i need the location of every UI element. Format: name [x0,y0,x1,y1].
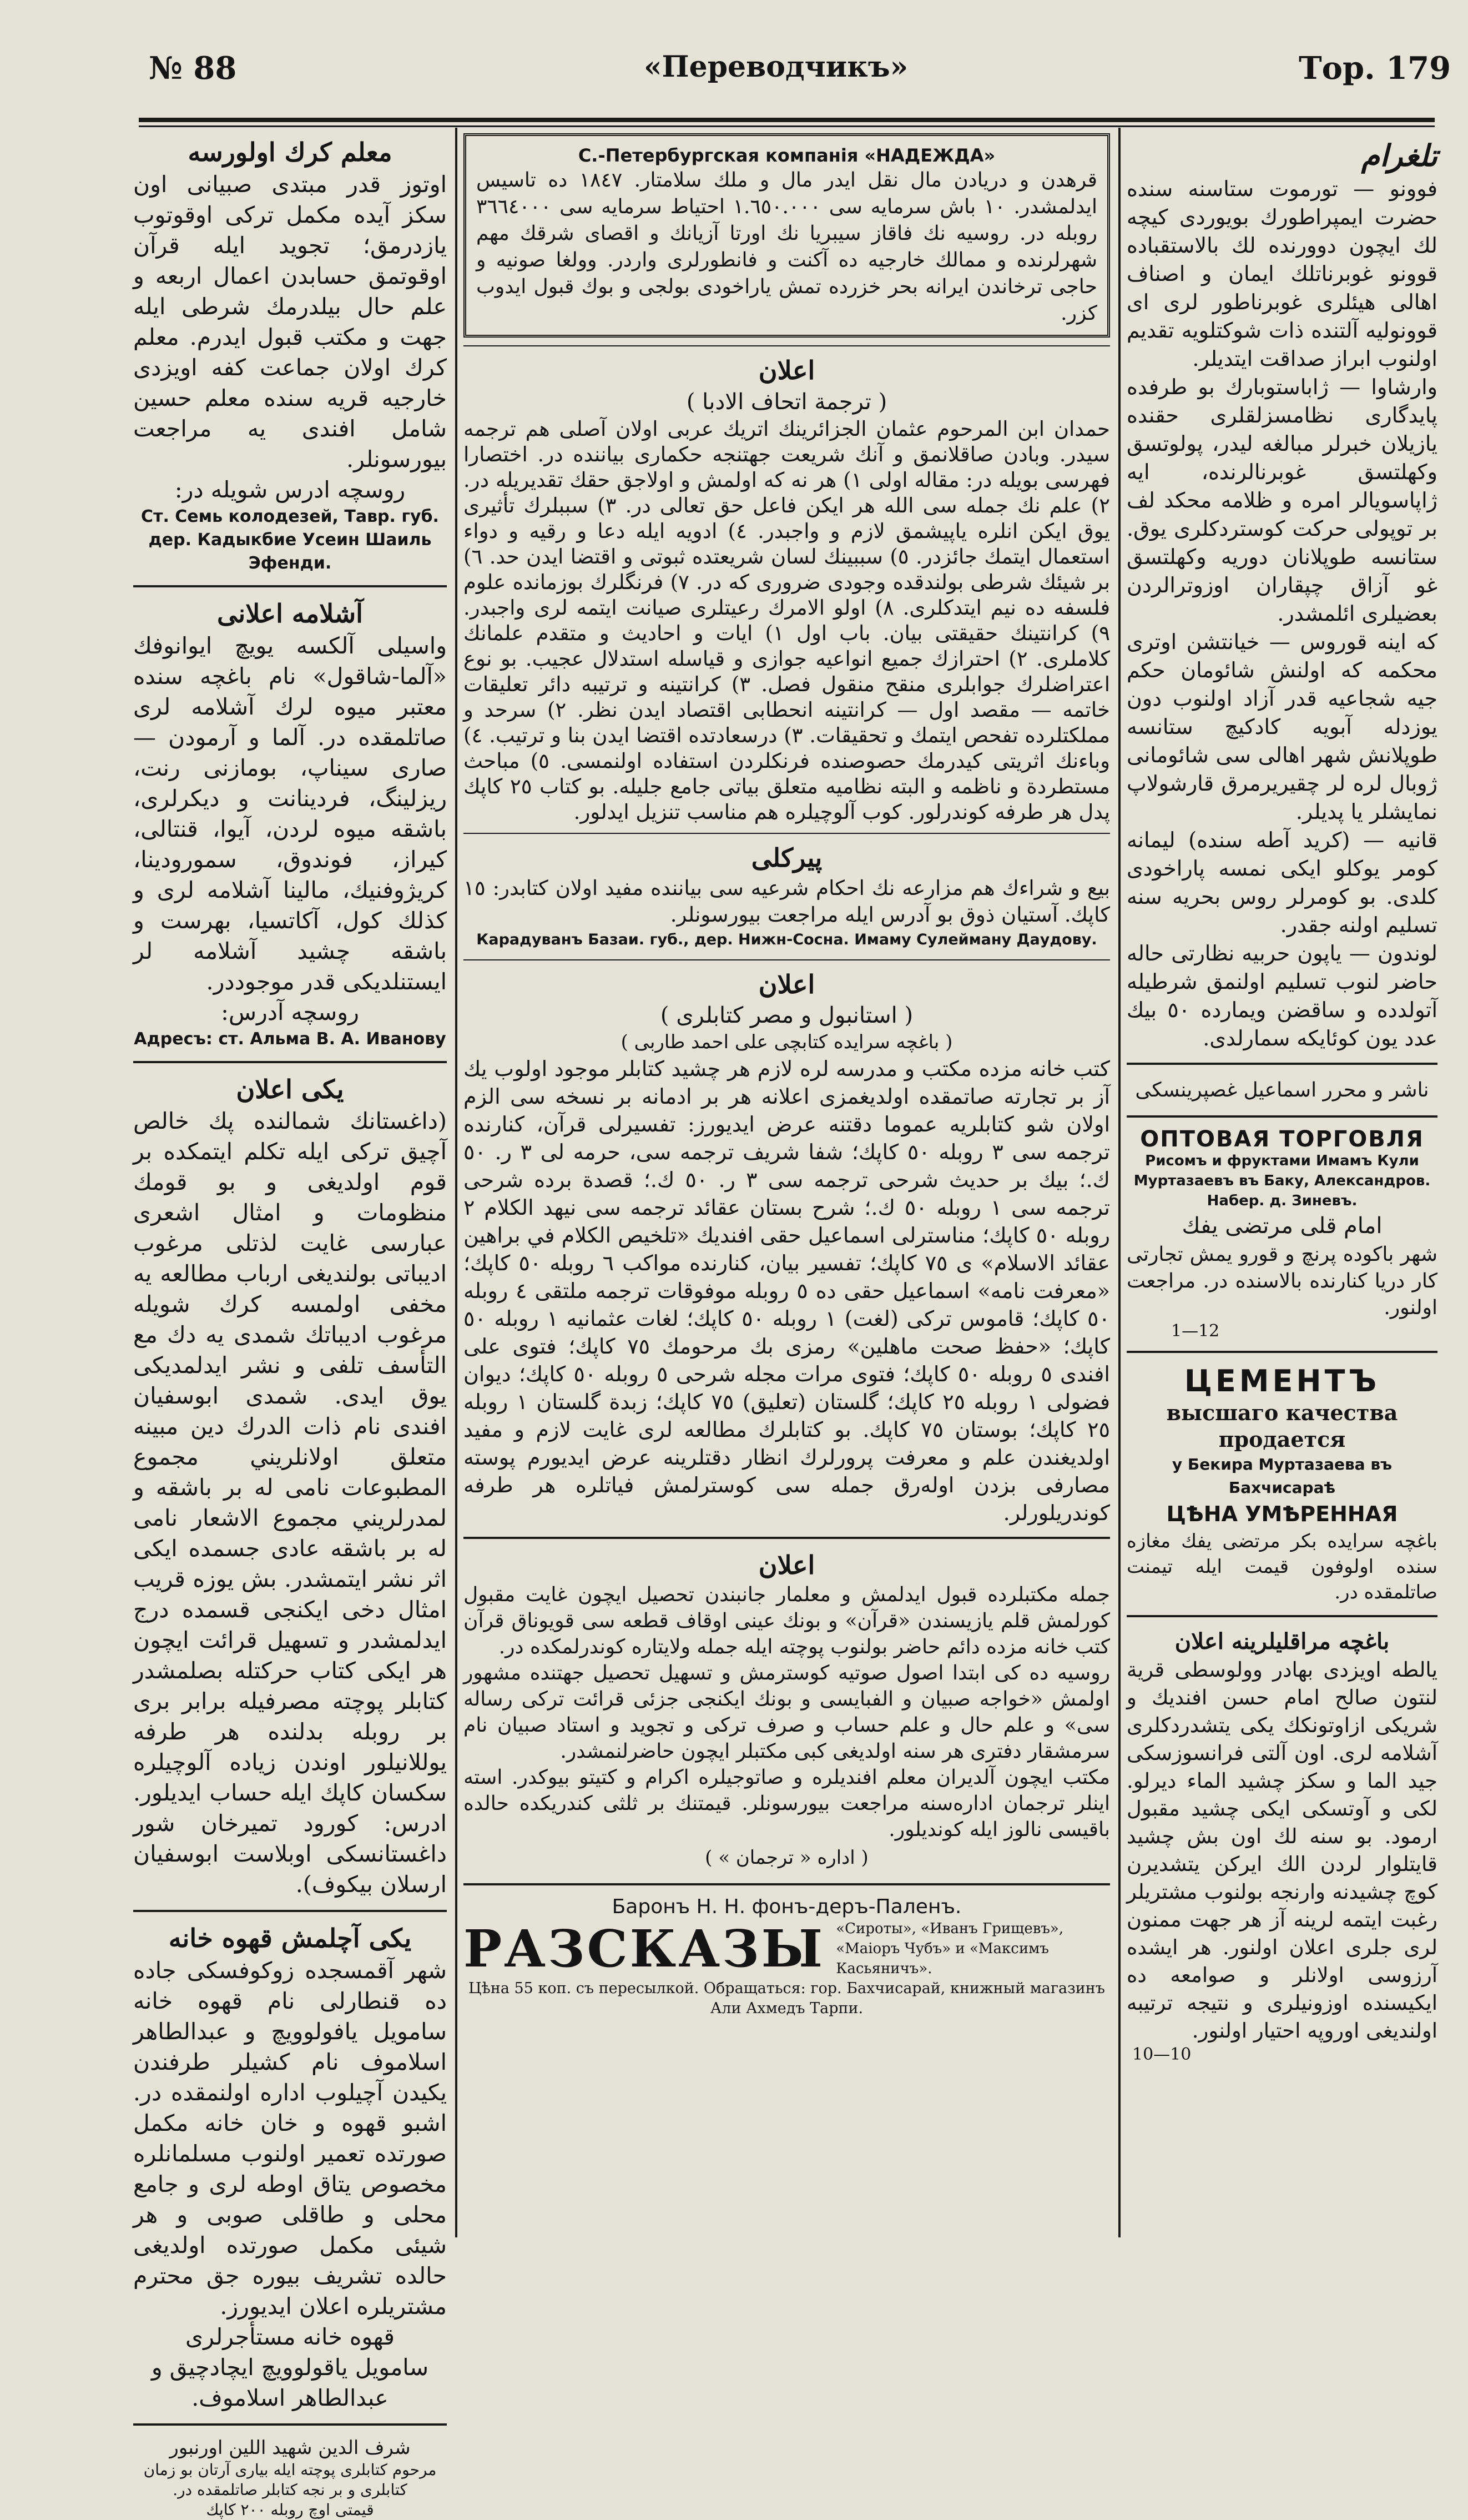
saplings-ad-address-label: روسچه آدرس: [221,998,359,1025]
telegram-p2: وارشاوا — ژاباستوبارك بو طرفده پايدگارى نظامسزلقلرى حقنده يازيلان خبرلر مبالغه ليدر، پولوتسق وكهلتسق غوبرنالرنده، ايه ژاپاسويالر امره و ظلامه محكد لف بر توپولى حركت كوستردكلرى يوق. ستانسه طوپلانان دوريه وكهلتسق غو آزاق چپقاران اوزوترالردن بعضيلرى ائلمشدر. [1127,375,1437,626]
saplings-ad-body: واسيلى آلكسه يويچ ايوانوفك «آلما-شاقول» نام باغچه سنده معتبر ميوه لرك آشلامه لرى صاتلمقده در. آلما و آرمودن — صارى سيناپ، بومازنى رنت، ريزلينگ، فردينانت و ديكرلرى، باشقه ميوه لردن، آيوا، قنتالى، كيراز، فوندوق، سمورودينا، كريژوفنيك، مالينا آشلامه لرى و كذلك كول، آكاتسيا، بهرست و باشقه چشيد آشلامه لر ايستنلديكى قدر موجوددر. [133,632,447,995]
divider [463,1537,1110,1539]
insurance-ad-body: قرهدن و دريادن مال نقل ايدر مال و ملك سلامتار. ١٨٤٧ ده تاسيس ايدلمشدر. ١٠ باش سرمايه سى ١.٦٥٠.٠٠٠ احتياط سرمايه سى ٣٦٦٤٠٠٠ روبله در. روسيه نك فاقاز سيبريا نك اورتا آزيانك و اقصاى شرقك مهم شهرلرنده و ممالك خارجيه ده آكنت و فانطورلرى واردر. وولغا صونيه و حاجى ترخاندن ايرانه بحر خزرده تمش ياراخودى بولجى و بوك قبول ايدوب كزر. [476,169,1097,325]
cement-title: ЦЕМЕНТЪ [1184,1364,1380,1399]
small-ad-price: قيمتى اوچ روبله ٢٠٠ كاپك [206,2501,374,2519]
wholesale-ad [1127,1128,1437,1341]
garden-ad [1127,1627,1437,2064]
cement-line1: высшаго качества продается [1166,1400,1398,1452]
book-ad-subtitle: ( ترجمة اتحاف الادبا ) [686,389,887,415]
right-column [1127,136,1437,2235]
divider [1127,1063,1437,1065]
divider [133,585,447,587]
wholesale-title: ОПТОВАЯ ТОРГОВЛЯ [1140,1126,1424,1153]
publisher-line: ناشر و محرر اسماعيل غصپرينسكى [1135,1079,1429,1102]
teacher-ad-body: اوتوز قدر مبتدى صبيانى اون سكز آيده مكمل تركى اوقوتوب يازدرمق؛ تجويد ايله قرآن اوقوتمق حسابدن اعمال اربعه و علم حال بيلدرمك شرطى ايله جهت و مكتب قبول ايدرم. معلم كرك اولان جماعت كفه اويزدى خارجيه قريه سنده معلم حسين شامل افندى يه مراجعت بيورسونلر. [133,170,447,472]
stories-list: «Сироты», «Иванъ Грищевъ», «Маіоръ Чубъ» и «Максимъ Касьяничъ». [836,1920,1064,1978]
left-column [133,136,447,2519]
cement-line2: у Бекира Муртазаева въ Бахчисараѣ [1172,1455,1393,1497]
school-ad-title: اعلان [758,1550,815,1580]
insurance-ad [463,133,1110,338]
cement-arabic: باغچه سرايده بكر مرتضى يفك مغازه سنده اولوفون قيمت ايله تيمنت صاتلمقده در. [1127,1530,1437,1604]
book-ad-title: اعلان [758,355,815,385]
book-ad-body: حمدان ابن المرحوم عثمان الجزائرينك اتريك عربى اولان آصلى هم ترجمه سيدر. وبادن صاقلانمق و آنك شريعت جهتنجه حكمارى بياننده در. اختصارا فهرسى بويله در: مقاله اولى ١) هر نه كه اولمش و اولاجق حقك تقديريله در. ٢) علم نك جمله سى الله هر ايكن فاعل حق تعالى در. ٣) سببلرك تأثيرى يوق ايكن انلره ياپيشمق لازم و واجبدر. ٤) ادويه ايله دعا و رقيه و دواء استعمال ايتمك جائزدر. ٥) سببينك لسان شريعتده ثبوتى و اقتضا ايدن حد. ٦) بر شيئك شرطى بولندقده وجودى ضرورى كه در. ٧) فرنگلرك بوزمانده علوم فلسفه ده نيم ايتدكلرى. ٨) اولو الامرك رعيتلرى صيانت ايتمه لرى واجبدر. ٩) كرانتينك حقيقتى بيان. باب اول ١) ايات و احاديث و متقدم علمانك كلاملرى. ٢) احترازك جميع انواعيه جوازى و قياسله استدلال عجيب. بو نوع اعتراضلرك جوابلرى منقح منقول فصل. ٣) كرانتينه و ترتيبه دائر تعليقات خاتمه — مقصد اول — كرانتينه انحطابى اقتصاد ايدن نظر. ٢) سرحد و مملكتلرده تفحص ايتمك و تحقيقات. ٣) درسعادتده اقتضا ايدن بنا و ترتيب. ٤) وباءنك اثريتى كيدرمك حصوصنده فرنكلردن استفاده اولنمسى. ٥) مباحث مستطردة و ناظمه و البته نظاميه متعلق بياتى جامع جليله. بو كتاب ٢٥ كاپك پدل هر طرفه كوندرلور. كوب آلوچيلره هم مناسب تنزيل ايدلور. [463,416,1111,824]
divider [133,2423,447,2426]
center-column [463,133,1110,2237]
dealer-ad-title: پيركلى [751,842,823,873]
column-divider-right [1118,128,1121,2237]
istanbul-ad-seller: ( باغچه سرايده كتابچى على احمد طاربى ) [621,1031,953,1054]
school-ad-p1: جمله مكتبلرده قبول ايدلمش و معلمار جانبندن تحصيل ايچون غايت مقبول كورلمش قلم يازيسندن «قرآن» و بونك عينى اوقاف قطعه سى قويوناق قرآن كتب خانه مزده دائم حاضر بولنوب پوچته ايله جمله ولايتاره كوندرلمكده در. [463,1583,1110,1659]
saplings-ad [133,597,447,1051]
small-ad-title: شرف الدين شهيد اللين اورنبور [169,2437,411,2459]
garden-ad-title: باغچه مراقليلرينه اعلان [1174,1628,1390,1655]
divider [463,1883,1110,1885]
school-ad-p3: مكتب ايچون آلديران معلم افنديلره و صاتوجيلره اكرام و كتيتو بيوكدر. استه اينلر ترجمان ادارەسنه مراجعت بيورسونلر. قيمتنك بر ثلثى كندريكده حالده باقيسى نالوز ايله كونديلور. [463,1766,1110,1842]
coffeehouse-owners: سامويل ياقولوويچ ايچادچيق و عبدالطاهر اسلاموف. [151,2354,429,2412]
column-divider-left [455,128,457,2237]
stories-title: РАЗСКАЗЫ [463,1919,825,1979]
wholesale-number: 1—12 [1171,1321,1220,1341]
divider [1127,1351,1437,1353]
telegram-p4: قانيه — (كريد آطه سنده) ليمانه كومر يوكلو ايكى نمسه پاراخودى كلدى. بو كومرلر روس بحريه سنه تسليم اولنه جقدر. [1127,828,1437,938]
cement-line3: ЦѢНА УМѢРЕННАЯ [1166,1502,1398,1527]
book-ad [463,354,1110,825]
telegram-title: تلغرام [1361,138,1437,173]
stories-author: Баронъ Н. Н. фонъ-деръ-Паленъ. [612,1895,962,1919]
telegram-section [1127,136,1437,1053]
coffeehouse-owners-label: قهوه خانه مستأجرلرى [185,2323,395,2351]
coffeehouse-ad-title: يكى آچلمش قهوه خانه [168,1923,412,1954]
stories-title-row [463,1919,1110,1979]
divider [1127,1615,1437,1617]
istanbul-ad-title: اعلان [758,969,815,999]
divider [1127,1115,1437,1118]
new-ad-title: يكى اعلان [236,1074,344,1104]
issue-number: № 88 [149,50,237,87]
divider [133,1061,447,1063]
garden-ad-number: 10—10 [1132,2045,1192,2065]
istanbul-books-ad [463,968,1110,1527]
school-ad-signature: ( اداره « ترجمان » ) [705,1847,869,1869]
cement-ad [1127,1363,1437,1605]
header-rule-thin [139,125,1435,127]
saplings-ad-title: آشلامه اعلانى [217,598,363,628]
divider [463,833,1110,834]
insurance-ad-title: С.-Петербургская компанія «НАДЕЖДА» [578,145,996,166]
page-number: Тор. 179 [1299,50,1451,87]
dealer-ad-body: بيع و شراءك هم مزارعه نك احكام شرعيه سى بياننده مفيد اولان كتابدر: ١٥ كاپك. آستيان ذوق بو آدرس ايله مراجعت بيورسونلر. [463,876,1110,927]
dealer-ad [463,842,1110,952]
garden-ad-body: يالطه اويزدى بهادر وولوسطى قرية لنتون صالح امام حسن افنديك و شريكى ازاوتونكك يكى يتشدردكلرى آشلامه لرى. اون آلتى فرانسوزسكى جيد الما و سكز چشيد الماء ديرلو. لكى و آوتسكى ايكى چشيد مقبول ارمود. بو سنه لك اون بش چشيد قايتلوار لردن الك ايركن يتشديرن كوچ چشيدنه وارنجه بولنوب مشتريلر رغبت ايتمه لرينه آز هر جهت ممنون لرى جلرى اعلان اولنور. هر ايشده آرزوسى اولانلر و صوامعه ده ايكيسنده اوزونيلرى و نتيجه ترتيبه اولنديغى اوروپه احتيار اولنور. [1127,1658,1437,2043]
wholesale-arabic-body: شهر باكوده پرنچ و قورو يمش تجارتى كار دريا كنارنده بالاسنده در. مراجعت اولنور. [1127,1243,1437,1320]
istanbul-ad-body: كتب خانه مزده مكتب و مدرسه لره لازم هر چشيد كتابلر موجود اولوب يك آز بر تجارته صاتمقده اولديغمزى اعلانه هر بر ادمانه بر نسخه سى الزم اولان شو كتابلريه عموما دقتنه عرض ايديورز: تفسيرلى قرآن، كنارنده ترجمه سى ٣ روبله ٥٠ كاپك؛ شفا شريف ترجمه سى، حرمه لى ٣ ر. ٥٠ ك.؛ بيك بر حديث شرحى ترجمه سى ٣ ر. ٥٠ ك.؛ قصدة برده شرحى ترجمه سى ١ روبله ٥٠ ك.؛ شرح بستان عقائد ترجمه سى نيهد الكلام ٢ روبله ٥٠ كاپك؛ مناسترلى اسماعيل حقى افنديك «تلخيص الكلام في براهين عقائد الاسلام» ى ٧٥ كاپك؛ تفسير بيان، كنارنده مواكب ٦ روبله ٥٠ كاپك؛ «معرفت نامه» اسماعيل حقى ده ٥ روبله موفوقات ترجمه ملتقى ٤ روبله ٥٠ كاپك؛ قاموس تركى (لغت) ١ روبله ٥٠ كاپك؛ لغات عثمانيه ١ روبله ٥٠ كاپك؛ «حفظ صحت ماهلين» رمزى بك مرحومك ٧٥ كاپك؛ فتوى على افندى ٥ روبله ٥٠ كاپك؛ فتوى مرات مجله شرحى ٥ روبله ٥٠ كاپك؛ ديوان فضولى ١ روبله ٢٥ كاپك؛ گلستان (تعليق) ٧٥ كاپك؛ زبدة گلستان ١ روبله ٢٥ كاپك؛ بوستان ٧٥ كاپك. بو كتابلرك مطالعه لرى غايت لازم و مفيد اولديغندن علم و معرفت پرورلرك انظار دقتلرينه عرض ايديورم پوسته مصارفى بزدن اولەرق جمله سى كوسترلمش فياتلره هر طرفه كوندريلورلر. [463,1056,1111,1525]
wholesale-arabic-name: امام قلى مرتضى يفك [1182,1213,1383,1239]
dealer-ad-address: Карадуванъ Базаи. губ., дер. Нижн-Сосна. Имаму Сулейману Даудову. [476,930,1097,948]
divider [133,1910,447,1912]
teacher-ad [133,136,447,575]
small-ad [133,2436,447,2520]
telegram-p3: كه اينه قوروس — خيانتشن اوترى محكمه كه اولنش شائومان حكم جيه شجاعيه قدر آزاد اولنوب دون يوزدله آبويه كادكيچ ستانسه طوپلانش شهر اهالى سى شائومانى ژوبال لره لر چقيريرمرق قارشولاپ نمايشلر يا پديلر. [1127,630,1437,824]
divider [463,345,1110,346]
coffeehouse-ad [133,1922,447,2413]
telegram-p5: لوندون — ياپون حربيه نظارتى حاله حاضر لنوب تسليم اولنمق شرطيله آتولدده و ساقضن ويمارده ٥٠ بيك عدد يون كوئايكه سمارلدى. [1127,941,1437,1051]
istanbul-ad-subtitle: ( استانبول و مصر كتابلرى ) [660,1003,914,1029]
header-rule [139,118,1435,122]
stories-ad [463,1895,1110,2019]
coffeehouse-ad-body: شهر آقمسجده زوكوفسكى جاده ده قنطارلى نام قهوه خانه سامويل يافولوويچ و عبدالطاهر اسلاموف نام كشيلر طرفندن يكيدن آچيلوب اداره اولنمقده در. اشبو قهوه و خان خانه مكمل صورتده تعمير اولنوب مسلمانلره مخصوص يتاق اوطه لرى و جامع محلى و طاقلى صوبى و هر شيئى مكمل صورتده اولديغى حالده تشريف بيوره جق محترم مشتريلره اعلان ايديورز. [133,1957,447,2320]
school-books-ad [463,1549,1110,1874]
teacher-ad-address-label: روسچه ادرس شويله در: [174,476,406,503]
divider [463,959,1110,960]
small-ad-body: مرحوم كتابلرى پوچته ايله بيارى آرتان بو زمان كتابلرى و بر نجه كتابلر صاتلمقده در. [143,2461,437,2499]
paper-title: «Переводчикъ» [644,50,909,84]
school-ad-p2: روسيه ده كى ابتدا اصول صوتيه كوسترمش و تسهيل تحصيل جهتنده مشهور اولمش «خواجه صبيان و الفبايسى و بونك ايكنجى جزئى قرائت تركى رساله سى» و علم حال و علم حساب و صرف تركى و تجويد و استاد صبيان نام سرمشقار دفترى هر سنه اولديغى كبى مكتبلر ايچون حاضرلنمشدر. [463,1662,1110,1763]
new-ad [133,1073,447,1900]
new-ad-body: (داغستانك شمالنده پك خالص آچيق تركى ايله تكلم ايتمكده بر قوم اولديغى و بو قومك منظومات و امثال اشعرى عبارسى غايت لذتلى مرغوب اديباتى بولنديغى ارباب مطالعه يه مخفى اولمسه كرك شويله مرغوب اديباتك شمدى يه دك مع التأسف تلفى و نشر ايدلمديكى يوق ايدى. شمدى ابوسفيان افندى نام ذات الدرك دين مبينه متعلق اولانلريني مجموع المطبوعات نامى له بر باشقه و لمدرلريني مجموع الاشعار نامى له بر باشقه عادى جسمده ايكى اثر نشر ايتمشدر. بش يوزه قريب امثال دخى ايكنجى قسمده درج ايدلمشدر و تسهيل قرائت ايچون هر ايكى كتاب حركتله بصلمشدر كتابلر پوچته مصرفيله برابر برى بر روبله بدلنده هر طرفه يوللانيلور اوندن زياده آلوچيلره سكسان كاپك ايله حساب ايديلور. ادرس: كورود تميرخان شور داغستانسكى اوبلاست ابوسفيان ارسلان بيكوف). [133,1108,447,1898]
teacher-ad-address: Ст. Семь колодезей, Тавр. губ. дер. Кадыкбие Усеин Шаиль Эфенди. [141,506,439,573]
teacher-ad-title: معلم كرك اولورسه [188,137,392,167]
stories-price: Цѣна 55 коп. съ пересылкой. Обращаться: гор. Бахчисарай, книжный магазинъ Али Ахмедъ Тарпи. [468,1980,1105,2018]
saplings-ad-address: Адресъ: ст. Альма В. А. Иванову [134,1029,446,1049]
telegram-p1: فوونو — تورموت ستاسنه سنده حضرت ايمپراطورك بويوردى كيچه لك ايچون دوورنده لك بالاستقباده قوونو غوبرناتلك ايمان و اصناف اهالى هيئلرى غوبرناطور لرى اى قوونوليه آلتنده ذات شوكتلويه تقديم اولنوب ابراز صداقت ايتديلر. [1127,177,1437,371]
wholesale-line: Рисомъ и фруктами Имамъ Кули Муртазаевъ въ Баку, Александров. Набер. д. Зиневъ. [1133,1153,1431,1210]
